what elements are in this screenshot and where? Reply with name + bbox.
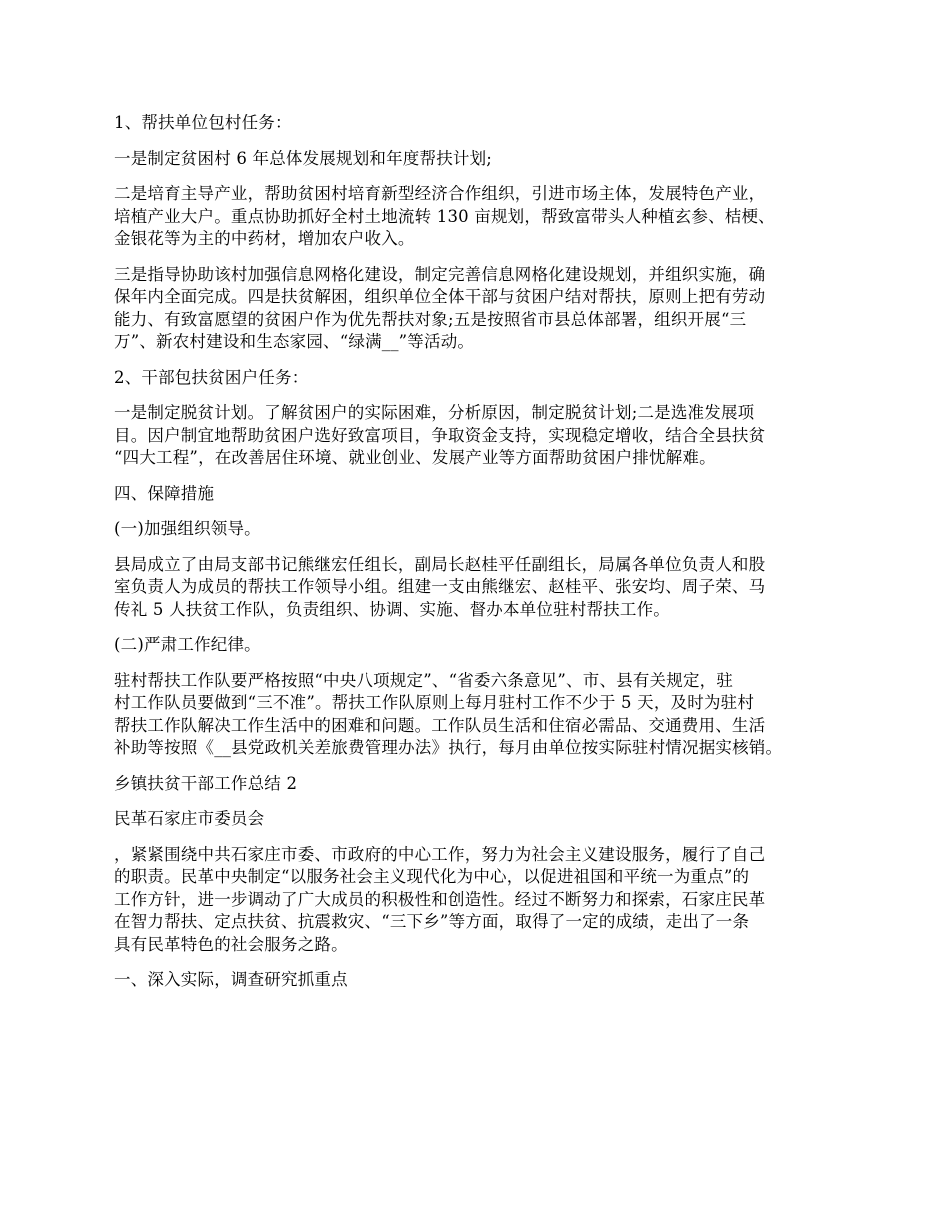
text-line: 金银花等为主的中药材，增加农户收入。 [114,229,415,248]
text-line: 帮扶工作队解决工作生活中的困难和问题。工作队员生活和住宿必需品、交通费用、生活 [114,715,766,735]
section-heading-household-task [114,367,844,390]
paragraph-industry [114,183,844,251]
paragraph-grid-construction [114,264,844,354]
text-line: 目。因户制宜地帮助贫困户选好致富项目，争取资金支持，实现稳定增收，结合全县扶贫 [114,425,766,445]
paragraph-plan [114,148,844,171]
section-heading-village-task [114,112,844,135]
text-line: (一)加强组织领导。 [114,519,261,538]
text-line: 驻村帮扶工作队要严格按照“中央八项规定”、“省委六条意见”、市、县有关规定，驻 [114,670,734,690]
text-line: 村工作队员要做到“三不准”。帮扶工作队原则上每月驻村工作不少于 5 天，及时为驻村 [114,693,755,712]
text-line: 民革石家庄市委员会 [114,809,265,828]
text-line: 一是制定脱贫计划。了解贫困户的实际困难，分析原因，制定脱贫计划;二是选准发展项 [114,403,755,422]
text-line: 乡镇扶贫干部工作总结 2 [114,773,298,793]
text-line: 一、深入实际，调查研究抓重点 [114,970,348,989]
text-line: 一是制定贫困村 6 年总体发展规划和年度帮扶计划; [114,148,493,168]
text-line: 室负责人为成员的帮扶工作领导小组。组建一支由熊继宏、赵桂平、张安均、周子荣、马 [114,577,766,596]
text-line: ，紧紧围绕中共石家庄市委、市政府的中心工作，努力为社会主义建设服务，履行了自己 [114,844,766,864]
text-line: 具有民革特色的社会服务之路。 [114,934,348,954]
text-line: 2、干部包扶贫困户任务： [114,367,309,387]
text-line: “四大工程”，在改善居住环境、就业创业、发展产业等方面帮助贫困户排忧解难。 [114,448,716,467]
subheading-leadership [114,518,844,541]
paragraph-work-discipline [114,670,844,760]
text-line: 三是指导协助该村加强信息网格化建设，制定完善信息网格化建设规划，并组织实施，确 [114,264,766,284]
section-heading-research [114,969,844,992]
text-line: 传礼 5 人扶贫工作队，负责组织、协调、实施、督办本单位驻村帮扶工作。 [114,599,670,619]
text-line: 二是培育主导产业，帮助贫困村培育新型经济合作组织，引进市场主体，发展特色产业， [114,184,766,203]
text-line: 工作方针，进一步调动了广大成员的积极性和创造性。经过不断努力和探索，石家庄民革 [114,889,766,909]
text-line: (二)严肃工作纪律。 [114,635,261,654]
section-heading-safeguards [114,483,844,506]
document-page [114,112,844,1005]
text-line: 能力、有致富愿望的贫困户作为优先帮扶对象;五是按照省市县总体部署，组织开展“三 [114,309,747,329]
paragraph-leadership-group [114,554,844,622]
text-line: 保年内全面完成。四是扶贫解困，组织单位全体干部与贫困户结对帮扶，原则上把有劳动 [114,287,766,306]
document-subtitle [114,773,844,796]
paragraph-poverty-plan [114,402,844,470]
paragraph-social-service [114,844,844,957]
text-line: 在智力帮扶、定点扶贫、抗震救灾、“三下乡”等方面，取得了一定的成绩，走出了一条 [114,912,750,931]
text-line: 补助等按照《__县党政机关差旅费管理办法》执行，每月由单位按实际驻村情况据实核销。 [114,738,783,757]
text-line: 县局成立了由局支部书记熊继宏任组长，副局长赵桂平任副组长，局属各单位负责人和股 [114,554,766,574]
text-line: 万”、新农村建设和生态家园、“绿满__”等活动。 [114,332,475,351]
subheading-discipline [114,634,844,657]
text-line: 1、帮扶单位包村任务： [114,113,292,132]
text-line: 的职责。民革中央制定“以服务社会主义现代化为中心，以促进祖国和平统一为重点”的 [114,867,750,886]
text-line: 培植产业大户。重点协助抓好全村土地流转 130 亩规划，帮致富带头人种植玄参、桔梗、 [114,206,775,226]
organization-name [114,808,844,831]
text-line: 四、保障措施 [114,483,215,503]
